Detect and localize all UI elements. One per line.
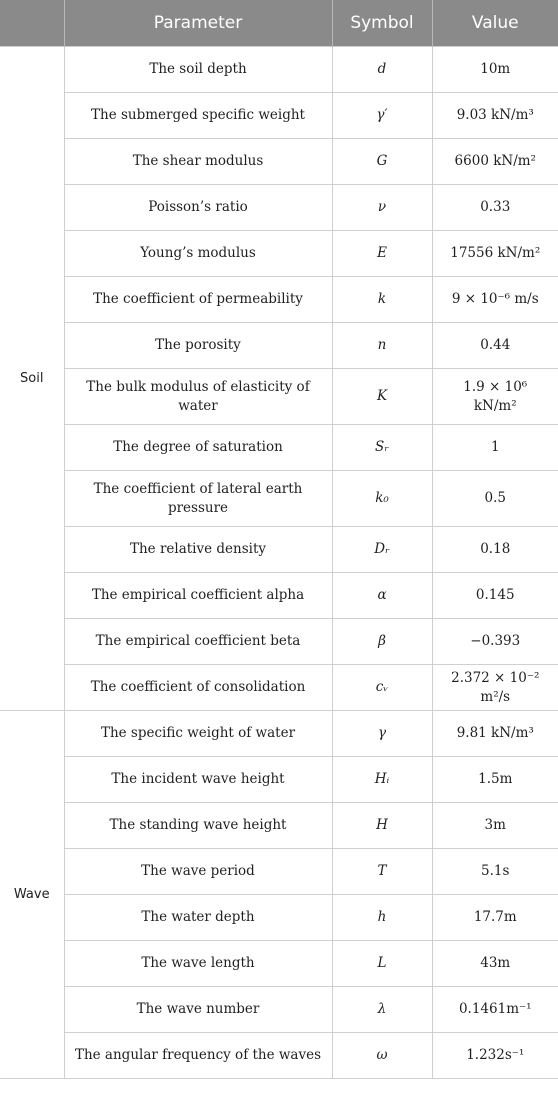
symbol-cell: d xyxy=(332,47,432,93)
param-cell: The incident wave height xyxy=(64,757,332,803)
table-row xyxy=(0,139,558,185)
value-cell: 5.1s xyxy=(432,849,558,895)
symbol-cell: k₀ xyxy=(332,471,432,527)
value-cell: 2.372 × 10⁻² m²/s xyxy=(432,665,558,711)
param-cell: The coefficient of permeability xyxy=(64,277,332,323)
value-cell: −0.393 xyxy=(432,619,558,665)
param-cell: The wave length xyxy=(64,941,332,987)
symbol-cell: Sᵣ xyxy=(332,425,432,471)
value-cell: 1.232s⁻¹ xyxy=(432,1033,558,1079)
table-row xyxy=(0,757,558,803)
symbol-cell: L xyxy=(332,941,432,987)
param-cell: The wave period xyxy=(64,849,332,895)
param-cell: The submerged specific weight xyxy=(64,93,332,139)
symbol-cell: n xyxy=(332,323,432,369)
header-value: Value xyxy=(432,0,558,47)
symbol-cell: h xyxy=(332,895,432,941)
param-cell: The specific weight of water xyxy=(64,711,332,757)
value-cell: 0.33 xyxy=(432,185,558,231)
symbol-cell: λ xyxy=(332,987,432,1033)
table-row xyxy=(0,277,558,323)
table-row xyxy=(0,711,558,757)
param-cell: The soil depth xyxy=(64,47,332,93)
table-row xyxy=(0,47,558,93)
header-row xyxy=(0,0,558,47)
group-label-soil: Soil xyxy=(0,47,64,711)
value-cell: 6600 kN/m² xyxy=(432,139,558,185)
value-cell: 3m xyxy=(432,803,558,849)
header-symbol: Symbol xyxy=(332,0,432,47)
table-row xyxy=(0,803,558,849)
table-row xyxy=(0,849,558,895)
table-header xyxy=(0,0,558,47)
symbol-cell: α xyxy=(332,573,432,619)
param-cell: The degree of saturation xyxy=(64,425,332,471)
param-cell: The coefficient of lateral earth pressure xyxy=(64,471,332,527)
param-cell: Young’s modulus xyxy=(64,231,332,277)
symbol-cell: γ xyxy=(332,711,432,757)
param-cell: The shear modulus xyxy=(64,139,332,185)
param-cell: The standing wave height xyxy=(64,803,332,849)
param-cell: The wave number xyxy=(64,987,332,1033)
table-row xyxy=(0,369,558,425)
value-cell: 0.18 xyxy=(432,527,558,573)
param-cell: The porosity xyxy=(64,323,332,369)
value-cell: 9.03 kN/m³ xyxy=(432,93,558,139)
symbol-cell: cᵥ xyxy=(332,665,432,711)
value-cell: 9.81 kN/m³ xyxy=(432,711,558,757)
param-cell: Poisson’s ratio xyxy=(64,185,332,231)
param-cell: The angular frequency of the waves xyxy=(64,1033,332,1079)
symbol-cell: k xyxy=(332,277,432,323)
symbol-cell: Hᵢ xyxy=(332,757,432,803)
symbol-cell: H xyxy=(332,803,432,849)
table-row xyxy=(0,573,558,619)
value-cell: 0.44 xyxy=(432,323,558,369)
value-cell: 0.145 xyxy=(432,573,558,619)
table-body xyxy=(0,47,558,1079)
param-cell: The water depth xyxy=(64,895,332,941)
symbol-cell: K xyxy=(332,369,432,425)
value-cell: 0.5 xyxy=(432,471,558,527)
value-cell: 1.9 × 10⁶ kN/m² xyxy=(432,369,558,425)
value-cell: 9 × 10⁻⁶ m/s xyxy=(432,277,558,323)
param-cell: The relative density xyxy=(64,527,332,573)
header-parameter: Parameter xyxy=(64,0,332,47)
param-cell: The coefficient of consolidation xyxy=(64,665,332,711)
symbol-cell: β xyxy=(332,619,432,665)
value-cell: 10m xyxy=(432,47,558,93)
table-row xyxy=(0,941,558,987)
table-row xyxy=(0,619,558,665)
symbol-cell: ω xyxy=(332,1033,432,1079)
param-cell: The empirical coefficient beta xyxy=(64,619,332,665)
table-row xyxy=(0,987,558,1033)
table-row xyxy=(0,185,558,231)
table-row xyxy=(0,895,558,941)
value-cell: 17556 kN/m² xyxy=(432,231,558,277)
value-cell: 0.1461m⁻¹ xyxy=(432,987,558,1033)
table-row xyxy=(0,323,558,369)
symbol-cell: G xyxy=(332,139,432,185)
table-row xyxy=(0,93,558,139)
symbol-cell: γ′ xyxy=(332,93,432,139)
value-cell: 1 xyxy=(432,425,558,471)
param-cell: The bulk modulus of elasticity of water xyxy=(64,369,332,425)
symbol-cell: T xyxy=(332,849,432,895)
group-label-wave: Wave xyxy=(0,711,64,1079)
table-row xyxy=(0,231,558,277)
value-cell: 43m xyxy=(432,941,558,987)
value-cell: 17.7m xyxy=(432,895,558,941)
table-row xyxy=(0,471,558,527)
header-group-blank xyxy=(0,0,64,47)
param-cell: The empirical coefficient alpha xyxy=(64,573,332,619)
table-row xyxy=(0,1033,558,1079)
table-row xyxy=(0,425,558,471)
symbol-cell: E xyxy=(332,231,432,277)
symbol-cell: Dᵣ xyxy=(332,527,432,573)
table-row xyxy=(0,665,558,711)
table-row xyxy=(0,527,558,573)
symbol-cell: ν xyxy=(332,185,432,231)
value-cell: 1.5m xyxy=(432,757,558,803)
